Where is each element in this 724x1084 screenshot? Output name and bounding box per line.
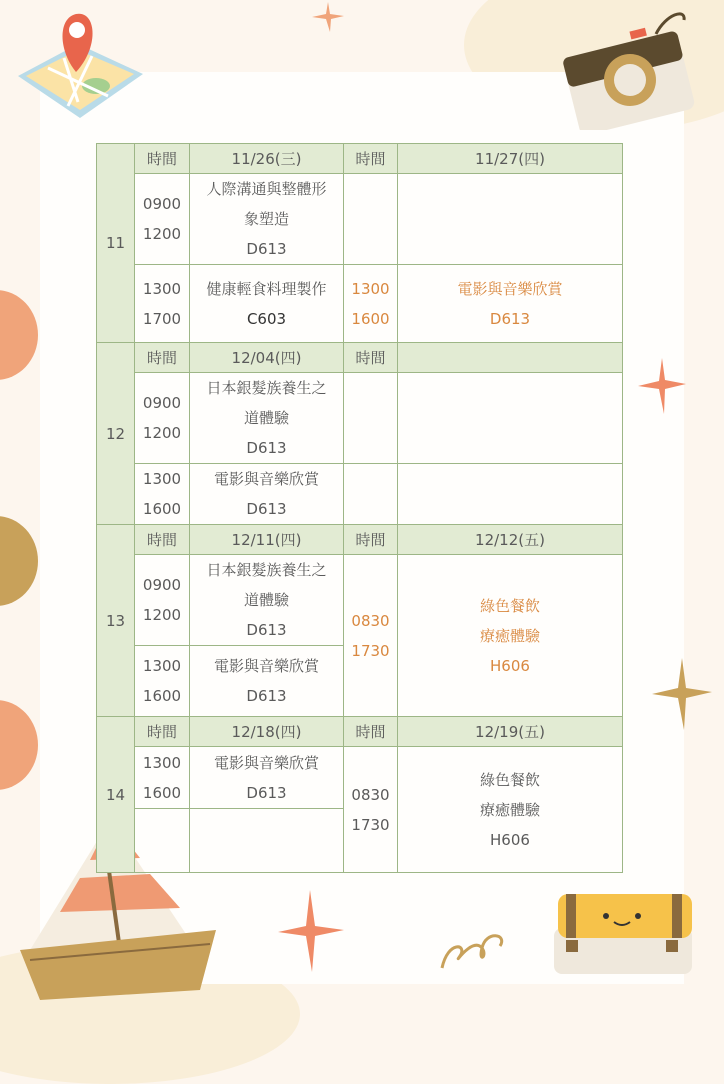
date-header: 12/11(四) xyxy=(190,525,344,555)
time-start: 0900 xyxy=(142,195,182,213)
half-circle-decoration xyxy=(0,290,38,380)
time-header: 時間 xyxy=(344,343,398,373)
course-room: D613 xyxy=(246,621,287,639)
course-cell xyxy=(190,555,344,646)
date-header xyxy=(398,343,623,373)
date-header: 12/18(四) xyxy=(190,717,344,747)
suitcase-icon xyxy=(546,882,706,982)
course-title: 道體驗 xyxy=(243,409,289,427)
time-cell xyxy=(135,747,190,809)
date-header: 12/12(五) xyxy=(398,525,623,555)
time-end: 1700 xyxy=(142,309,182,328)
time-cell xyxy=(135,464,190,525)
time-start: 0900 xyxy=(142,576,182,594)
course-title: 健康輕食料理製作 xyxy=(206,279,327,298)
course-room: D613 xyxy=(246,240,287,258)
course-cell xyxy=(190,464,344,525)
time-start: 1300 xyxy=(142,470,182,488)
week-number: 14 xyxy=(97,717,135,873)
time-end: 1730 xyxy=(351,815,390,834)
week-number: 11 xyxy=(97,144,135,343)
week-header-row xyxy=(97,525,623,555)
course-cell xyxy=(190,747,344,809)
course-title: 電影與音樂欣賞 xyxy=(457,279,563,298)
schedule-table xyxy=(96,143,623,873)
course-cell xyxy=(398,174,623,265)
time-header: 時間 xyxy=(135,525,190,555)
star-icon xyxy=(310,0,346,34)
time-header: 時間 xyxy=(135,144,190,174)
time-start: 1300 xyxy=(142,753,182,772)
time-cell xyxy=(344,464,398,525)
date-header: 12/04(四) xyxy=(190,343,344,373)
course-title: 電影與音樂欣賞 xyxy=(213,657,319,675)
time-header: 時間 xyxy=(344,144,398,174)
course-title: 療癒體驗 xyxy=(479,800,540,819)
course-cell xyxy=(398,555,623,717)
session-row xyxy=(97,555,623,646)
course-room: H606 xyxy=(490,656,530,675)
time-start: 0830 xyxy=(351,785,390,804)
time-cell xyxy=(135,555,190,646)
time-cell xyxy=(135,174,190,265)
course-room: D613 xyxy=(246,687,287,705)
course-title: 電影與音樂欣賞 xyxy=(213,470,319,488)
course-cell xyxy=(190,809,344,873)
swirl-icon xyxy=(438,920,518,974)
time-start: 0900 xyxy=(142,394,182,412)
time-end: 1200 xyxy=(142,225,182,243)
time-start: 1300 xyxy=(142,657,182,675)
time-end: 1600 xyxy=(142,783,182,802)
half-circle-decoration xyxy=(0,700,38,790)
time-cell xyxy=(135,646,190,717)
time-end: 1200 xyxy=(142,424,182,442)
course-title: 道體驗 xyxy=(243,591,289,609)
course-cell xyxy=(190,646,344,717)
time-header: 時間 xyxy=(344,717,398,747)
week-header-row xyxy=(97,144,623,174)
time-end: 1600 xyxy=(142,687,182,705)
time-end: 1600 xyxy=(351,309,390,328)
course-room: D613 xyxy=(246,500,287,518)
course-cell xyxy=(398,373,623,464)
session-row xyxy=(97,265,623,343)
half-circle-decoration xyxy=(0,516,38,606)
course-title: 日本銀髮族養生之 xyxy=(206,561,327,579)
time-header: 時間 xyxy=(344,525,398,555)
date-header: 11/27(四) xyxy=(398,144,623,174)
date-header: 12/19(五) xyxy=(398,717,623,747)
course-title: 象塑造 xyxy=(243,210,289,228)
course-cell xyxy=(398,265,623,343)
course-cell xyxy=(190,174,344,265)
session-row xyxy=(97,464,623,525)
time-start: 0830 xyxy=(351,611,390,630)
star-icon xyxy=(650,656,714,732)
time-start: 1300 xyxy=(351,279,390,298)
time-cell xyxy=(135,373,190,464)
course-title: 綠色餐飲 xyxy=(479,596,540,615)
map-pin-icon xyxy=(8,6,148,126)
time-cell xyxy=(344,174,398,265)
time-cell xyxy=(135,809,190,873)
course-room: D613 xyxy=(489,309,531,328)
course-title: 療癒體驗 xyxy=(479,626,540,645)
date-header: 11/26(三) xyxy=(190,144,344,174)
course-title: 電影與音樂欣賞 xyxy=(213,753,319,772)
session-row xyxy=(97,747,623,809)
course-title: 綠色餐飲 xyxy=(479,770,540,789)
course-room: H606 xyxy=(490,830,530,849)
week-number: 12 xyxy=(97,343,135,525)
course-cell xyxy=(398,747,623,873)
course-room: D613 xyxy=(246,783,287,802)
time-end: 1730 xyxy=(351,641,390,660)
session-row xyxy=(97,373,623,464)
course-title: 日本銀髮族養生之 xyxy=(206,379,327,397)
time-end: 1200 xyxy=(142,606,182,624)
time-cell xyxy=(344,373,398,464)
time-cell xyxy=(344,265,398,343)
time-cell xyxy=(135,265,190,343)
star-icon xyxy=(276,888,346,974)
course-cell xyxy=(190,265,344,343)
course-cell xyxy=(398,464,623,525)
time-header: 時間 xyxy=(135,717,190,747)
time-cell xyxy=(344,555,398,717)
week-header-row xyxy=(97,343,623,373)
course-cell xyxy=(190,373,344,464)
session-row xyxy=(97,174,623,265)
star-icon xyxy=(636,356,688,416)
time-cell xyxy=(344,747,398,873)
week-header-row xyxy=(97,717,623,747)
course-room: C603 xyxy=(246,309,287,328)
course-room: D613 xyxy=(246,439,287,457)
course-title: 人際溝通與整體形 xyxy=(206,180,327,198)
time-start: 1300 xyxy=(142,279,182,298)
week-number: 13 xyxy=(97,525,135,717)
time-header: 時間 xyxy=(135,343,190,373)
time-end: 1600 xyxy=(142,500,182,518)
camera-icon xyxy=(546,4,696,130)
